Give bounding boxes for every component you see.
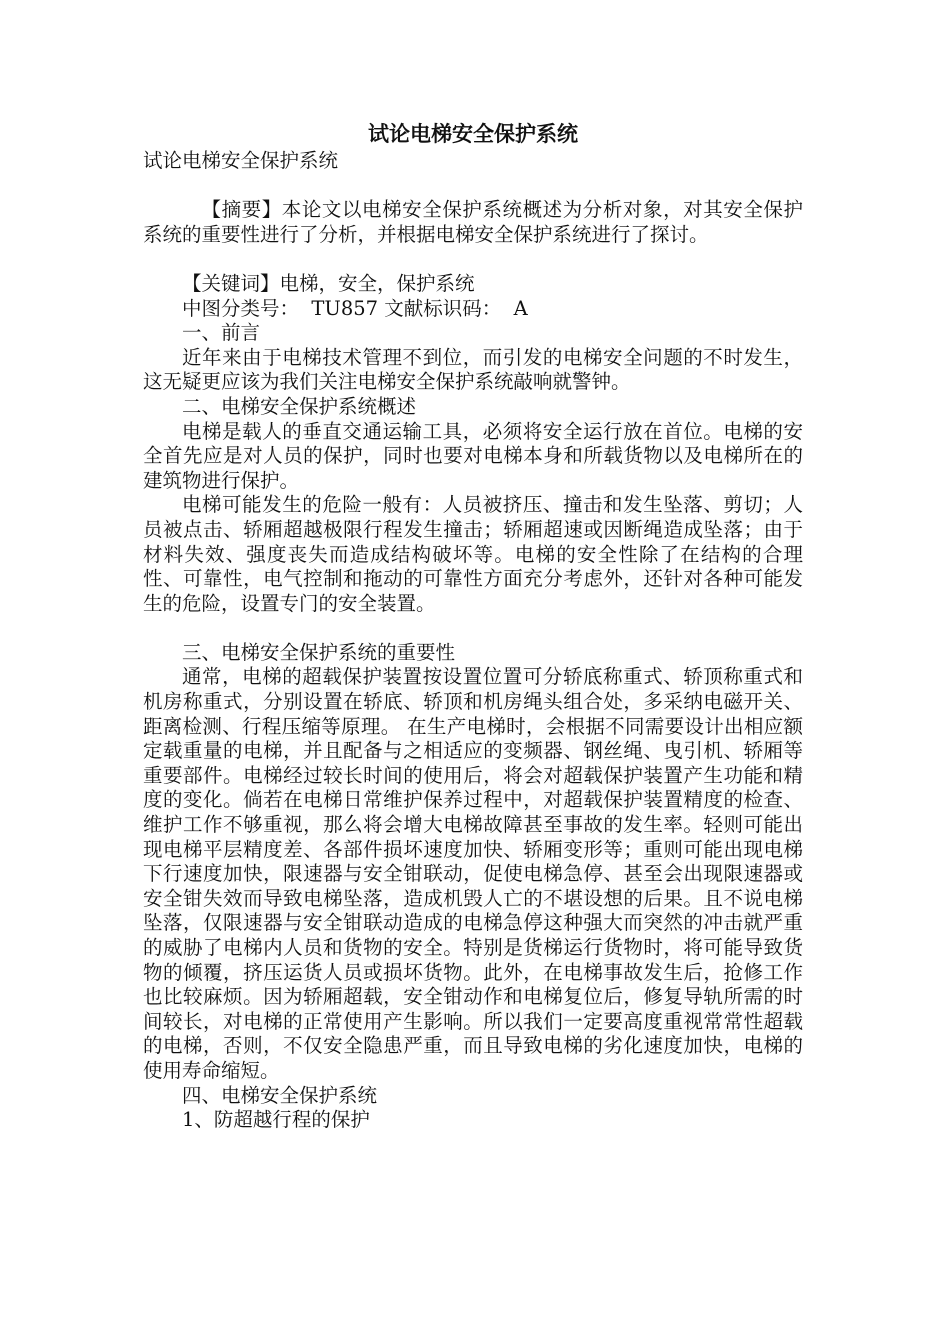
- classification-line: 中图分类号： TU857 文献标识码： A: [182, 296, 528, 320]
- section-2-paragraph-1: 电梯是载人的垂直交通运输工具，必须将安全运行放在首位。电梯的安全首先应是对人员的保护，同时也要对电梯本身和所载货物以及电梯所在的建筑物进行保护。: [143, 419, 803, 492]
- section-4-subheading-1: 1、防超越行程的保护: [182, 1108, 370, 1132]
- keywords-line: 【关键词】电梯，安全，保护系统: [182, 271, 475, 295]
- section-heading-1: 一、前言: [182, 321, 261, 345]
- document-title: 试论电梯安全保护系统: [368, 121, 578, 146]
- section-heading-4: 四、电梯安全保护系统: [182, 1083, 378, 1107]
- document-subtitle: 试论电梯安全保护系统: [143, 149, 339, 172]
- spacer: [143, 174, 803, 199]
- spacer: [143, 247, 803, 272]
- document-page: [143, 119, 803, 1133]
- section-2-paragraph-2: 电梯可能发生的危险一般有：人员被挤压、撞击和发生坠落、剪切；人员被点击、轿厢超越极限行程发生撞击；轿厢超速或因断绳造成坠落；由于材料失效、强度丧失而造成结构破坏等。电梯的安全性除了在结构的合理性、可靠性，电气控制和拖动的可靠性方面充分考虑外，还针对各种可能发生的危险，设置专门的安全装置。: [143, 493, 803, 615]
- section-heading-2: 二、电梯安全保护系统概述: [182, 394, 417, 418]
- section-heading-3: 三、电梯安全保护系统的重要性: [182, 640, 456, 664]
- section-3-paragraph-1: 通常，电梯的超载保护装置按设置位置可分轿底称重式、轿顶称重式和机房称重式，分别设置在轿底、轿顶和机房绳头组合处，多采纳电磁开关、距离检测、行程压缩等原理。 在生产电梯时，会根据不同需要设计出相应额定载重量的电梯，并且配备与之相适应的变频器、钢丝绳、曳引机、轿厢等重要部件。电梯经过较长时间的使用后，将会对超载保护装置产生功能和精度的变化。倘若在电梯日常维护保养过程中，对超载保护装置精度的检查、维护工作不够重视，那么将会增大电梯故障甚至事故的发生率。轻则可能出现电梯平层精度差、各部件损坏速度加快、轿厢变形等；重则可能出现电梯下行速度加快，限速器与安全钳联动，促使电梯急停、甚至会出现限速器或安全钳失效而导致电梯坠落，造成机毁人亡的不堪设想的后果。且不说电梯坠落，仅限速器与安全钳联动造成的电梯急停这种强大而突然的冲击就严重的威胁了电梯内人员和货物的安全。特别是货梯运行货物时，将可能导致货物的倾覆，挤压运货人员或损坏货物。此外，在电梯事故发生后，抢修工作也比较麻烦。因为轿厢超载，安全钳动作和电梯复位后，修复导轨所需的时间较长，对电梯的正常使用产生影响。所以我们一定要高度重视常常性超载的电梯，否则，不仅安全隐患严重，而且导致电梯的劣化速度加快，电梯的使用寿命缩短。: [143, 665, 803, 1082]
- spacer: [143, 616, 803, 641]
- abstract-paragraph: 【摘要】本论文以电梯安全保护系统概述为分析对象，对其安全保护系统的重要性进行了分析，并根据电梯安全保护系统进行了探讨。: [143, 198, 803, 246]
- section-1-paragraph-1: 近年来由于电梯技术管理不到位，而引发的电梯安全问题的不时发生，这无疑更应该为我们关注电梯安全保护系统敲响就警钟。: [143, 345, 803, 394]
